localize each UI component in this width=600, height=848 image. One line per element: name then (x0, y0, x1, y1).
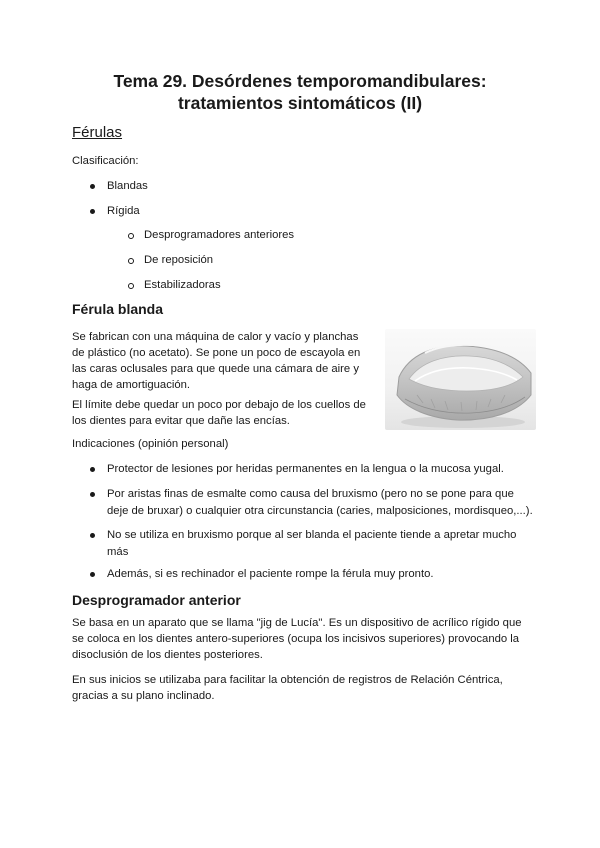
indicaciones-label: Indicaciones (opinión personal) (72, 438, 229, 450)
list-item-blandas: Blandas (107, 180, 148, 192)
hollow-bullet-icon (128, 233, 134, 239)
heading-ferulas: Férulas (72, 124, 123, 141)
list-subitem-desprogramadores: Desprogramadores anteriores (144, 229, 295, 241)
paragraph-fabricacion: Se fabrican con una máquina de calor y vacío y planchas de plástico (no acetato). Se pone un poco de escayola en las caras oclusales para que quede una cámara de aire y haga de amortiguación. (72, 331, 361, 391)
page-title: Tema 29. Desórdenes temporomandibulares: tratamientos sintomáticos (II) (113, 71, 487, 113)
dental-splint-image (385, 329, 536, 430)
hollow-bullet-icon (128, 258, 134, 264)
paragraph-inicios: En sus inicios se utilizaba para facilitar la obtención de registros de Relación Céntrica, gracias a su plano inclinado. (72, 674, 503, 702)
clasificacion-label: Clasificación: (72, 155, 139, 167)
heading-desprogramador: Desprogramador anterior (72, 592, 241, 608)
hollow-bullet-icon (128, 283, 134, 289)
paragraph-limite: El límite debe quedar un poco por debajo de los cuellos de los dientes para evitar que dañe las encías. (72, 399, 366, 427)
bullet-icon (90, 467, 95, 472)
bullet-icon (90, 492, 95, 497)
bullet-icon (90, 209, 95, 214)
list-subitem-estabilizadoras: Estabilizadoras (144, 279, 221, 291)
heading-ferula-blanda: Férula blanda (72, 301, 164, 317)
list-item-rigida: Rígida (107, 205, 140, 217)
bullet-icon (90, 533, 95, 538)
indicacion-item: Además, si es rechinador el paciente rompe la férula muy pronto. (107, 568, 434, 580)
indicacion-item: Protector de lesiones por heridas permanentes en la lengua o la mucosa yugal. (107, 463, 504, 475)
indicacion-item: No se utiliza en bruxismo porque al ser blanda el paciente tiende a apretar mucho más (107, 529, 517, 558)
splint-photo (385, 329, 536, 430)
list-subitem-reposicion: De reposición (144, 254, 214, 266)
bullet-icon (90, 572, 95, 577)
bullet-icon (90, 184, 95, 189)
paragraph-jig: Se basa en un aparato que se llama "jig de Lucía". Es un dispositivo de acrílico rígido que se coloca en los dientes antero-superiores (ocupa los incisivos superiores) provocando la disoclusión de los dientes posteriores. (72, 617, 522, 661)
indicacion-item: Por aristas finas de esmalte como causa del bruxismo (pero no se pone para que deje de bruxar) o cualquier otra circunstancia (caries, malposiciones, mordisqueo,...). (107, 488, 533, 517)
